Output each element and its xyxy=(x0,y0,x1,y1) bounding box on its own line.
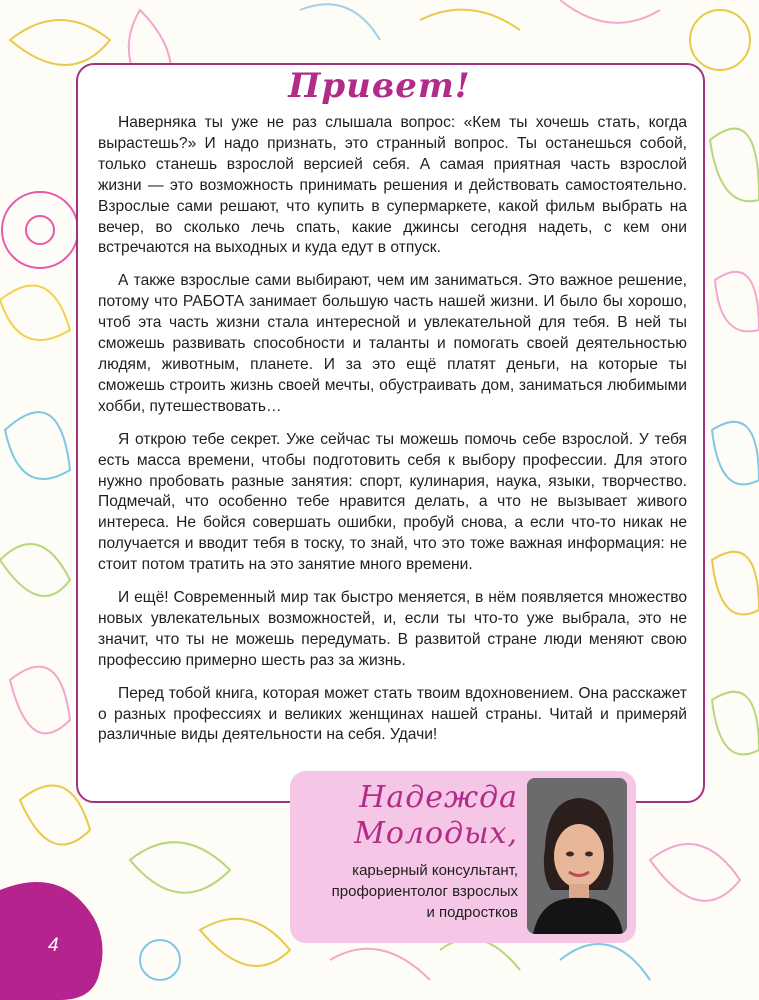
author-role xyxy=(298,860,518,923)
author-name xyxy=(305,780,518,852)
author-role-line: карьерный консультант, xyxy=(352,862,518,879)
author-first-name: Надежда xyxy=(359,780,518,815)
paragraph: А также взрослые сами выбирают, чем им заниматься. Это важное решение, потому что РАБОТА занимает большую часть нашей жизни. И было бы хорошо, чтоб эта часть жизни стала интересной и увлекательной для тебя. В ней ты сможешь развивать способности и таланты и помогать своей деятельностью людям, животным, планете. И за это ещё платят деньги, на которые ты сможешь строить жизнь своей мечты, обустраивать дом, заниматься любимыми хобби, путешествовать… xyxy=(98,272,687,415)
author-last-name: Молодых, xyxy=(354,816,518,851)
paragraph: И ещё! Современный мир так быстро меняется, в нём появляется множество новых увлекательных возможностей, и, если ты что-то уже выбрала, это не значит, что ты не можешь передумать. В развитой стране люди меняют свою профессию примерно шесть раз за жизнь. xyxy=(98,589,687,669)
author-role-line: профориентолог взрослых xyxy=(331,883,518,900)
body-text xyxy=(98,113,687,758)
greeting-title: Привет! xyxy=(288,66,471,106)
paragraph: Перед тобой книга, которая может стать твоим вдохновением. Она расскажет о разных профессиях и великих женщинах нашей страны. Читай и примеряй различные виды деятельности на себя. Удачи! xyxy=(98,684,687,744)
author-photo xyxy=(527,778,627,934)
paragraph: Наверняка ты уже не раз слышала вопрос: «Кем ты хочешь стать, когда вырастешь?» И надо признать, это странный вопрос. Ты останешься собой, только станешь взрослой версией себя. А самая приятная часть взрослой жизни — это возможность принимать решения и действовать самостоятельно. Взрослые сами решают, что купить в супермаркете, какой фильм выбрать на вечер, во сколько лечь спать, какие джинсы сегодня надеть, с кем они встречаются на выходных и куда едут в отпуск. xyxy=(98,114,687,257)
author-role-line: и подростков xyxy=(426,904,518,921)
page-number: 4 xyxy=(48,935,59,956)
paragraph: Я открою тебе секрет. Уже сейчас ты можешь помочь себе взрослой. У тебя есть масса времени, чтобы подготовить себя к выбору профессии. Для этого нужно пробовать разные занятия: спорт, кулинария, наука, языки, творчество. Подмечай, что особенно тебе нравится делать, а что не вызывает живого интереса. Не бойся совершать ошибки, пробуй снова, а если что-то никак не получается и вводит тебя в тоску, то знай, что это тоже важная информация: не стоит потом тратить на это занятие много времени. xyxy=(98,430,687,574)
